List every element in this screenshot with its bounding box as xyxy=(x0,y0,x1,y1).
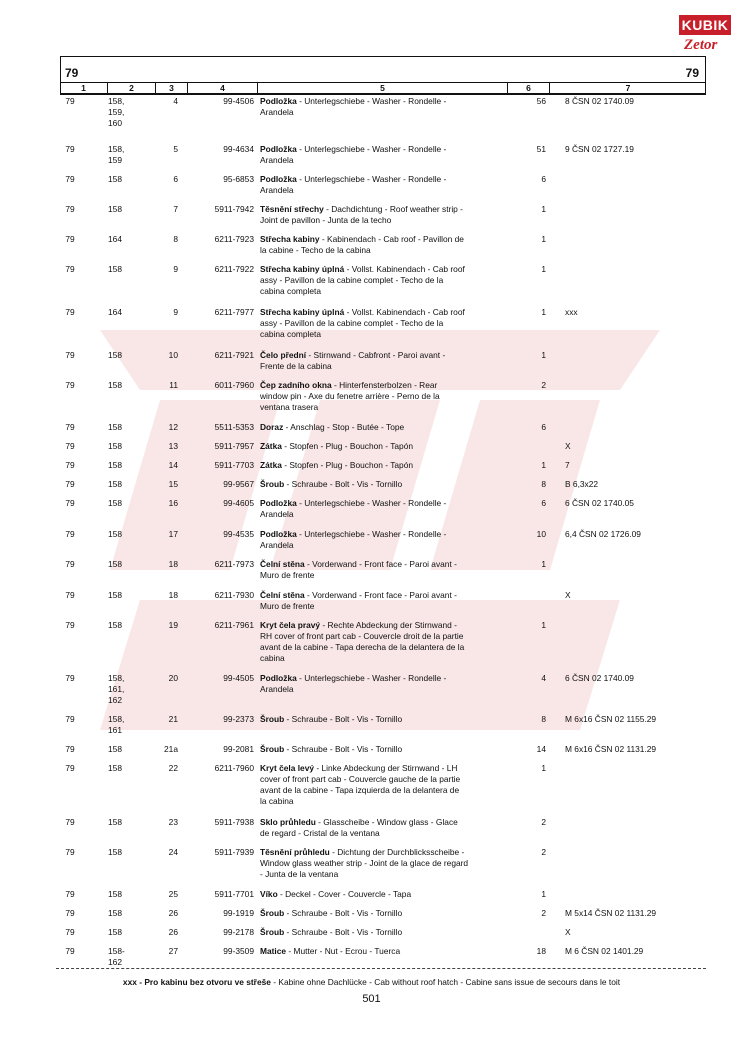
part-translations: - Schraube - Bolt - Vis - Tornillo xyxy=(284,908,403,918)
group-cell: 79 xyxy=(65,763,75,773)
part-translations: - Schraube - Bolt - Vis - Tornillo xyxy=(284,927,403,937)
table-row xyxy=(60,744,706,764)
part-name: Zátka xyxy=(260,460,282,470)
table-row xyxy=(60,908,706,928)
figure-cell: 158 xyxy=(108,498,122,508)
column-header-5: 5 xyxy=(258,83,508,94)
part-name: Zátka xyxy=(260,441,282,451)
position-cell: 21 xyxy=(168,714,178,724)
figure-cell: 158 xyxy=(108,460,122,470)
group-cell: 79 xyxy=(65,927,75,937)
part-number-cell: 5511-5353 xyxy=(214,422,254,432)
note-cell: 8 ČSN 02 1740.09 xyxy=(565,96,634,106)
group-cell: 79 xyxy=(65,673,75,683)
part-name: Podložka xyxy=(260,96,297,106)
figure-cell: 158 xyxy=(108,559,122,569)
quantity-cell: 1 xyxy=(541,460,546,470)
part-number-cell: 99-4634 xyxy=(223,144,254,154)
footnote-bold: xxx - Pro kabinu bez otvoru ve střeše xyxy=(122,977,271,987)
part-name: Střecha kabiny úplná xyxy=(260,264,345,274)
part-number-cell: 6211-7921 xyxy=(214,350,254,360)
part-number-cell: 6211-7961 xyxy=(214,620,254,630)
figure-cell: 158, 161, 162 xyxy=(108,673,125,705)
group-cell: 79 xyxy=(65,96,75,106)
part-translations: - Rechte Abdeckung der Stirnwand - RH cover of front part cab - Couvercle droit de la partie avant de la cabine - Tapa derecha de la delantera de la cabina xyxy=(260,620,465,663)
logo-kubik: KUBIK xyxy=(679,15,731,35)
part-name: Sklo průhledu xyxy=(260,817,316,827)
table-row xyxy=(60,763,706,806)
table-row xyxy=(60,559,706,579)
note-cell: B 6,3x22 xyxy=(565,479,599,489)
part-number-cell: 99-2178 xyxy=(223,927,254,937)
figure-cell: 158- 162 xyxy=(108,946,125,967)
quantity-cell: 6 xyxy=(541,498,546,508)
part-number-cell: 99-4505 xyxy=(223,673,254,683)
part-number-cell: 99-2373 xyxy=(223,714,254,724)
part-name: Čelní stěna xyxy=(260,559,305,569)
figure-cell: 158, 161 xyxy=(108,714,125,735)
table-row xyxy=(60,620,706,663)
quantity-cell: 18 xyxy=(536,946,546,956)
quantity-cell: 2 xyxy=(541,817,546,827)
position-cell: 19 xyxy=(168,620,178,630)
part-number-cell: 95-6853 xyxy=(223,174,254,184)
group-cell: 79 xyxy=(65,174,75,184)
quantity-cell: 51 xyxy=(536,144,546,154)
part-translations: - Mutter - Nut - Ecrou - Tuerca xyxy=(286,946,401,956)
group-cell: 79 xyxy=(65,234,75,244)
position-cell: 9 xyxy=(173,264,178,274)
group-cell: 79 xyxy=(65,529,75,539)
part-number-cell: 6211-7923 xyxy=(214,234,254,244)
part-number-cell: 99-2081 xyxy=(223,744,254,754)
part-translations: - Vorderwand - Front face - Paroi avant - Muro de frente xyxy=(260,559,457,580)
footer-divider xyxy=(56,968,706,969)
position-cell: 25 xyxy=(168,889,178,899)
logo-zetor: Zetor xyxy=(684,37,718,53)
part-translations: - Stopfen - Plug - Bouchon - Tapón xyxy=(281,441,414,451)
table-row xyxy=(60,590,706,610)
quantity-cell: 1 xyxy=(541,204,546,214)
table-row xyxy=(60,673,706,705)
part-translations: - Glasscheibe - Window glass - Glace de regard - Cristal de la ventana xyxy=(260,817,458,838)
description-cell xyxy=(260,234,512,256)
figure-cell: 158 xyxy=(108,479,122,489)
description-cell xyxy=(260,559,512,581)
part-translations: - Unterlegschiebe - Washer - Rondelle - Arandela xyxy=(260,144,447,165)
part-translations: - Stopfen - Plug - Bouchon - Tapón xyxy=(281,460,414,470)
part-number-cell: 99-1919 xyxy=(223,908,254,918)
note-cell: M 6 ČSN 02 1401.29 xyxy=(565,946,644,956)
position-cell: 18 xyxy=(168,590,178,600)
quantity-cell: 2 xyxy=(541,847,546,857)
quantity-cell: 1 xyxy=(541,350,546,360)
column-header-4: 4 xyxy=(188,83,258,94)
description-cell xyxy=(260,714,512,725)
group-cell: 79 xyxy=(65,590,75,600)
table-row xyxy=(60,946,706,966)
quantity-cell: 1 xyxy=(541,763,546,773)
figure-cell: 158 xyxy=(108,889,122,899)
group-cell: 79 xyxy=(65,908,75,918)
table-row xyxy=(60,460,706,480)
part-name: Podložka xyxy=(260,529,297,539)
figure-cell: 158 xyxy=(108,264,122,274)
position-cell: 4 xyxy=(173,96,178,106)
quantity-cell: 6 xyxy=(541,174,546,184)
position-cell: 18 xyxy=(168,559,178,569)
part-name: Čelo přední xyxy=(260,350,307,360)
group-cell: 79 xyxy=(65,441,75,451)
part-translations: - Schraube - Bolt - Vis - Tornillo xyxy=(284,744,403,754)
quantity-cell: 4 xyxy=(541,673,546,683)
description-cell xyxy=(260,908,512,919)
position-cell: 7 xyxy=(173,204,178,214)
part-translations: - Dachdichtung - Roof weather strip - Joint de pavillon - Junta de la techo xyxy=(260,204,463,225)
group-cell: 79 xyxy=(65,204,75,214)
table-row xyxy=(60,529,706,549)
column-header-row xyxy=(60,82,706,95)
figure-cell: 158 xyxy=(108,620,122,630)
figure-cell: 164 xyxy=(108,234,122,244)
note-cell: X xyxy=(565,590,571,600)
description-cell xyxy=(260,673,512,695)
part-number-cell: 5911-7701 xyxy=(214,889,254,899)
description-cell xyxy=(260,350,512,372)
part-name: Střecha kabiny xyxy=(260,234,320,244)
position-cell: 10 xyxy=(168,350,178,360)
group-cell: 79 xyxy=(65,144,75,154)
position-cell: 8 xyxy=(173,234,178,244)
part-name: Čep zadního okna xyxy=(260,380,332,390)
part-name: Doraz xyxy=(260,422,284,432)
part-name: Matice xyxy=(260,946,287,956)
part-number-cell: 99-4535 xyxy=(223,529,254,539)
figure-cell: 164 xyxy=(108,307,122,317)
part-number-cell: 99-3509 xyxy=(223,946,254,956)
group-cell: 79 xyxy=(65,307,75,317)
quantity-cell: 1 xyxy=(541,559,546,569)
group-cell: 79 xyxy=(65,946,75,956)
figure-cell: 158 xyxy=(108,529,122,539)
part-translations: - Hinterfensterbolzen - Rear window pin - Axe du fenetre arrière - Perno de la ventana trasera xyxy=(260,380,440,412)
group-number-right: 79 xyxy=(685,66,699,80)
position-cell: 24 xyxy=(168,847,178,857)
description-cell xyxy=(260,529,512,551)
position-cell: 26 xyxy=(168,908,178,918)
position-cell: 13 xyxy=(168,441,178,451)
description-cell xyxy=(260,144,512,166)
group-cell: 79 xyxy=(65,744,75,754)
description-cell xyxy=(260,441,512,452)
figure-cell: 158 xyxy=(108,590,122,600)
part-name: Střecha kabiny úplná xyxy=(260,307,345,317)
table-row xyxy=(60,307,706,339)
part-translations: - Vorderwand - Front face - Paroi avant - Muro de frente xyxy=(260,590,457,611)
description-cell xyxy=(260,927,512,938)
column-header-2: 2 xyxy=(108,83,156,94)
part-name: Šroub xyxy=(260,479,285,489)
description-cell xyxy=(260,96,512,118)
description-cell xyxy=(260,204,512,226)
position-cell: 17 xyxy=(168,529,178,539)
table-row xyxy=(60,479,706,499)
part-name: Těsnění průhledu xyxy=(260,847,330,857)
figure-cell: 158 xyxy=(108,817,122,827)
part-name: Šroub xyxy=(260,908,285,918)
part-translations: - Schraube - Bolt - Vis - Tornillo xyxy=(284,479,403,489)
part-name: Podložka xyxy=(260,144,297,154)
description-cell xyxy=(260,620,512,664)
table-row xyxy=(60,847,706,879)
part-number-cell: 5911-7703 xyxy=(214,460,254,470)
figure-cell: 158 xyxy=(108,744,122,754)
quantity-cell: 2 xyxy=(541,908,546,918)
table-row xyxy=(60,96,706,128)
part-number-cell: 6211-7960 xyxy=(214,763,254,773)
part-translations: - Unterlegschiebe - Washer - Rondelle - Arandela xyxy=(260,498,447,519)
quantity-cell: 8 xyxy=(541,479,546,489)
column-header-6: 6 xyxy=(508,83,550,94)
part-name: Těsnění střechy xyxy=(260,204,324,214)
description-cell xyxy=(260,946,512,957)
description-cell xyxy=(260,889,512,900)
group-cell: 79 xyxy=(65,559,75,569)
group-cell: 79 xyxy=(65,479,75,489)
group-cell: 79 xyxy=(65,498,75,508)
table-row xyxy=(60,234,706,254)
part-number-cell: 5911-7957 xyxy=(214,441,254,451)
table-row xyxy=(60,264,706,296)
quantity-cell: 1 xyxy=(541,234,546,244)
footnote-text: - Kabine ohne Dachlücke - Cab without roof hatch - Cabine sans issue de secours dans le toit xyxy=(270,977,621,987)
part-translations: - Schraube - Bolt - Vis - Tornillo xyxy=(284,714,403,724)
position-cell: 14 xyxy=(168,460,178,470)
table-row xyxy=(60,350,706,370)
figure-cell: 158 xyxy=(108,422,122,432)
note-cell: 6 ČSN 02 1740.05 xyxy=(565,498,634,508)
figure-cell: 158 xyxy=(108,763,122,773)
part-translations: - Vollst. Kabinendach - Cab roof assy - Pavillon de la cabine complet - Techo de la cabina completa xyxy=(260,307,465,339)
group-cell: 79 xyxy=(65,264,75,274)
part-name: Šroub xyxy=(260,744,285,754)
footnote xyxy=(0,977,743,987)
kubik-zetor-logo xyxy=(676,12,736,60)
part-number-cell: 6211-7922 xyxy=(214,264,254,274)
part-number-cell: 99-4605 xyxy=(223,498,254,508)
part-name: Víko xyxy=(260,889,278,899)
note-cell: 9 ČSN 02 1727.19 xyxy=(565,144,634,154)
group-cell: 79 xyxy=(65,380,75,390)
part-name: Šroub xyxy=(260,714,285,724)
position-cell: 11 xyxy=(169,380,178,390)
table-row xyxy=(60,441,706,461)
part-translations: - Anschlag - Stop - Butée - Tope xyxy=(283,422,405,432)
table-row xyxy=(60,498,706,518)
group-cell: 79 xyxy=(65,889,75,899)
part-number-cell: 6211-7973 xyxy=(214,559,254,569)
part-translations: - Unterlegschiebe - Washer - Rondelle - Arandela xyxy=(260,529,447,550)
note-cell: M 5x14 ČSN 02 1131.29 xyxy=(565,908,657,918)
description-cell xyxy=(260,174,512,196)
figure-cell: 158, 159 xyxy=(108,144,125,165)
part-translations: - Deckel - Cover - Couvercle - Tapa xyxy=(277,889,412,899)
note-cell: xxx xyxy=(565,307,578,317)
figure-cell: 158 xyxy=(108,847,122,857)
group-cell: 79 xyxy=(65,350,75,360)
table-row xyxy=(60,889,706,909)
part-translations: - Stirnwand - Cabfront - Paroi avant - Frente de la cabina xyxy=(260,350,446,371)
group-cell: 79 xyxy=(65,620,75,630)
description-cell xyxy=(260,380,512,413)
description-cell xyxy=(260,479,512,490)
position-cell: 26 xyxy=(168,927,178,937)
table-row xyxy=(60,144,706,164)
figure-cell: 158 xyxy=(108,441,122,451)
quantity-cell: 2 xyxy=(541,380,546,390)
part-translations: - Unterlegschiebe - Washer - Rondelle - Arandela xyxy=(260,174,447,195)
part-translations: - Unterlegschiebe - Washer - Rondelle - Arandela xyxy=(260,673,447,694)
position-cell: 9 xyxy=(173,307,178,317)
note-cell: X xyxy=(565,441,571,451)
quantity-cell: 1 xyxy=(541,620,546,630)
group-cell: 79 xyxy=(65,847,75,857)
quantity-cell: 56 xyxy=(536,96,546,106)
description-cell xyxy=(260,590,512,612)
position-cell: 6 xyxy=(173,174,178,184)
position-cell: 23 xyxy=(168,817,178,827)
position-cell: 15 xyxy=(168,479,178,489)
figure-cell: 158 xyxy=(108,927,122,937)
description-cell xyxy=(260,847,512,880)
table-row xyxy=(60,380,706,412)
description-cell xyxy=(260,817,512,839)
note-cell: M 6x16 ČSN 02 1131.29 xyxy=(565,744,657,754)
part-number-cell: 5911-7939 xyxy=(214,847,254,857)
description-cell xyxy=(260,498,512,520)
description-cell xyxy=(260,422,512,433)
figure-cell: 158 xyxy=(108,174,122,184)
group-cell: 79 xyxy=(65,422,75,432)
description-cell xyxy=(260,460,512,471)
part-number-cell: 5911-7938 xyxy=(214,817,254,827)
figure-cell: 158 xyxy=(108,908,122,918)
part-translations: - Dichtung der Durchblicksscheibe - Window glass weather strip - Joint de la glace de regard - Junta de la ventana xyxy=(260,847,469,879)
column-header-7: 7 xyxy=(625,83,631,93)
position-cell: 16 xyxy=(168,498,178,508)
part-name: Kryt čela levý xyxy=(260,763,315,773)
position-cell: 12 xyxy=(168,422,178,432)
part-name: Podložka xyxy=(260,174,297,184)
note-cell: M 6x16 ČSN 02 1155.29 xyxy=(565,714,657,724)
note-cell: 6 ČSN 02 1740.09 xyxy=(565,673,634,683)
position-cell: 22 xyxy=(168,763,178,773)
part-translations: - Unterlegschiebe - Washer - Rondelle - Arandela xyxy=(260,96,447,117)
figure-cell: 158 xyxy=(108,204,122,214)
group-cell: 79 xyxy=(65,714,75,724)
table-row xyxy=(60,817,706,837)
page-number: 501 xyxy=(362,993,381,1005)
position-cell: 27 xyxy=(168,946,178,956)
quantity-cell: 10 xyxy=(536,529,546,539)
description-cell xyxy=(260,264,512,297)
part-number-cell: 6211-7930 xyxy=(214,590,254,600)
part-number-cell: 99-9567 xyxy=(223,479,254,489)
part-number-cell: 6211-7977 xyxy=(214,307,254,317)
table-row xyxy=(60,204,706,224)
figure-cell: 158, 159, 160 xyxy=(108,96,125,128)
part-name: Podložka xyxy=(260,498,297,508)
part-translations: - Linke Abdeckung der Stirnwand - LH cover of front part cab - Couvercle gauche de la partie avant de la cabine - Tapa izquierda de la delantera de la cabina xyxy=(260,763,461,806)
quantity-cell: 1 xyxy=(541,889,546,899)
quantity-cell: 8 xyxy=(541,714,546,724)
quantity-cell: 1 xyxy=(541,307,546,317)
column-header-1: 1 xyxy=(60,83,108,94)
figure-cell: 158 xyxy=(108,380,122,390)
group-cell: 79 xyxy=(65,817,75,827)
part-translations: - Kabinendach - Cab roof - Pavillon de la cabine - Techo de la cabina xyxy=(260,234,464,255)
note-cell: 7 xyxy=(565,460,570,470)
part-name: Čelní stěna xyxy=(260,590,305,600)
table-row xyxy=(60,714,706,734)
part-number-cell: 99-4506 xyxy=(223,96,254,106)
part-name: Šroub xyxy=(260,927,285,937)
note-cell: X xyxy=(565,927,571,937)
position-cell: 5 xyxy=(173,144,178,154)
description-cell xyxy=(260,763,512,807)
table-row xyxy=(60,927,706,947)
position-cell: 20 xyxy=(168,673,178,683)
description-cell xyxy=(260,307,512,340)
quantity-cell: 1 xyxy=(541,264,546,274)
part-number-cell: 6011-7960 xyxy=(214,380,254,390)
part-translations: - Vollst. Kabinendach - Cab roof assy - Pavillon de la cabine complet - Techo de la cabina completa xyxy=(260,264,465,296)
column-header-3: 3 xyxy=(156,83,188,94)
table-row xyxy=(60,422,706,442)
part-number-cell: 5911-7942 xyxy=(214,204,254,214)
figure-cell: 158 xyxy=(108,350,122,360)
table-row xyxy=(60,174,706,194)
group-cell: 79 xyxy=(65,460,75,470)
quantity-cell: 6 xyxy=(541,422,546,432)
part-name: Kryt čela pravý xyxy=(260,620,321,630)
position-cell: 21a xyxy=(164,744,178,754)
quantity-cell: 14 xyxy=(536,744,546,754)
group-number-left: 79 xyxy=(65,66,79,80)
part-name: Podložka xyxy=(260,673,297,683)
note-cell: 6,4 ČSN 02 1726.09 xyxy=(565,529,641,539)
description-cell xyxy=(260,744,512,755)
